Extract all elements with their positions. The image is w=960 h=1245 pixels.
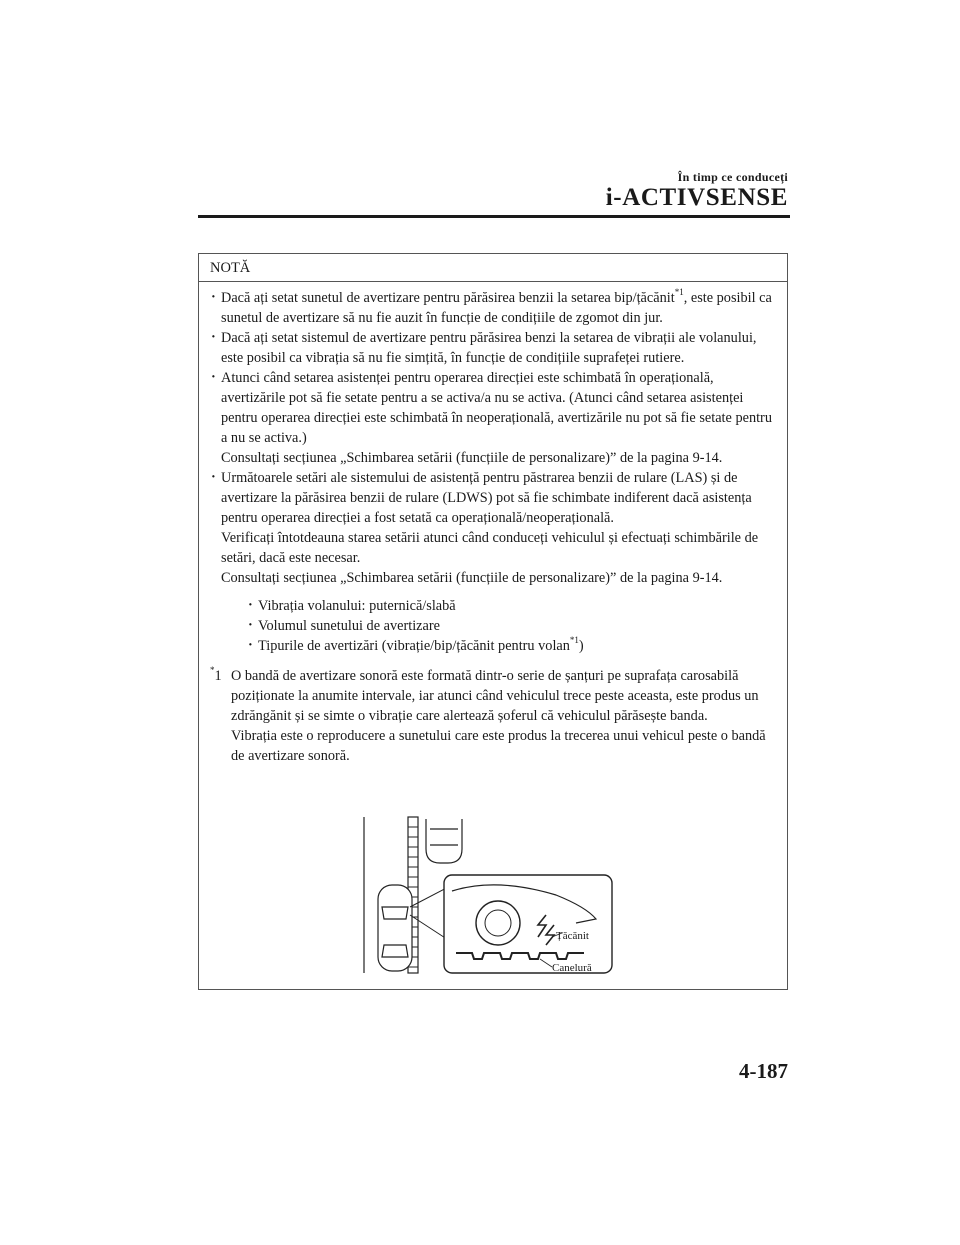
bullet-text: · Atunci când setarea asistenței pentru operarea direcției este schimbată în operațională, avertizările pot să fie setate pentru a se activa/a nu se activa. (Atunci când setarea asistenței pentru operarea direcției este schimbată în neoperațională, avertizările nu pot să fie setate pentru a nu se activa.) <box>221 370 772 446</box>
note-bullet-list <box>199 288 787 656</box>
bullet-text: Dacă ați setat sunetul de avertizare pentru părăsirea benzii la setarea bip/țăcănit <box>221 290 675 306</box>
footnote-marker-star: * <box>210 665 215 676</box>
running-header-section: În timp ce conduceți <box>677 170 788 184</box>
note-bullet <box>199 368 787 468</box>
footnote-text-2: Vibrația este o reproducere a sunetului care este produs la trecerea unui vehicul peste o bandă de avertizare sonoră. <box>231 728 766 764</box>
bullet-reference: Consultați secțiunea „Schimbarea setării (funcțiile de personalizare)” de la pagina 9-14. <box>221 450 723 466</box>
note-title: NOTĂ <box>210 260 251 276</box>
bullet-text: · Următoarele setări ale sistemului de asistență pentru păstrarea benzii de rulare (LAS) și de avertizare la părăsirea benzii de rulare (LDWS) pot să fie schimbate indiferent dacă asistența pentru operarea direcției a fost setată ca operațională/neoperațională. <box>221 470 752 526</box>
sub-item-text: Vibrația volanului: puternică/slabă <box>258 598 456 614</box>
footnote-ref: *1 <box>674 287 684 298</box>
footnote-text: O bandă de avertizare sonoră este formată dintr-o serie de șanțuri pe suprafața carosabilă poziționate la anumite intervale, iar atunci când vehiculul trece peste aceasta, este produs un zdrăngănit și se simte o vibrație care alertează șoferul că vehiculul părăsește banda. <box>231 668 759 724</box>
sub-item <box>221 596 779 616</box>
header-rule <box>198 215 790 218</box>
label-click: Țăcănit <box>556 930 589 942</box>
footnote-ref: *1 <box>569 635 579 646</box>
note-body <box>199 288 787 766</box>
bullet-verify: Verificați întotdeauna starea setării atunci când conduceți vehiculul și efectuați schimbările de setări, dacă este necesar. <box>221 530 759 566</box>
bullet-text: , este posibil ca sunetul de avertizare să nu fie auzit în funcție de condițiile de zgomot din jur. <box>221 290 772 326</box>
tire-icon <box>476 901 520 945</box>
sub-item-text: ) <box>578 638 584 654</box>
footnote-marker-num: 1 <box>214 668 222 684</box>
detail-inset <box>444 875 612 974</box>
note-bullet <box>199 468 787 656</box>
note-header <box>199 254 787 282</box>
car-top-view-departing <box>378 885 412 971</box>
sub-item <box>221 636 779 656</box>
sub-list <box>221 596 779 656</box>
sub-item <box>221 616 779 636</box>
sub-item-text: Tipurile de avertizări (vibrație/bip/țăcănit pentru volan <box>258 638 570 654</box>
running-header-chapter: i-ACTIVSENSE <box>605 184 788 211</box>
note-bullet <box>199 288 787 328</box>
rumble-strip-illustration <box>356 815 616 975</box>
label-groove: Canelură <box>552 962 592 974</box>
page-number: 4-187 <box>739 1059 788 1083</box>
footnote <box>199 666 787 766</box>
bullet-text: Dacă ați setat sistemul de avertizare pentru părăsirea benzi la setarea de vibrații ale volanului, este posibil ca vibrația să nu fie simțită, în funcție de condițiile suprafeței rutiere. <box>221 330 757 366</box>
sub-item-text: Volumul sunetului de avertizare <box>258 618 440 634</box>
note-bullet <box>199 328 787 368</box>
car-top-view-front <box>426 819 462 863</box>
bullet-reference: Consultați secțiunea „Schimbarea setării (funcțiile de personalizare)” de la pagina 9-14. <box>221 570 723 586</box>
footnote-marker <box>210 666 222 686</box>
